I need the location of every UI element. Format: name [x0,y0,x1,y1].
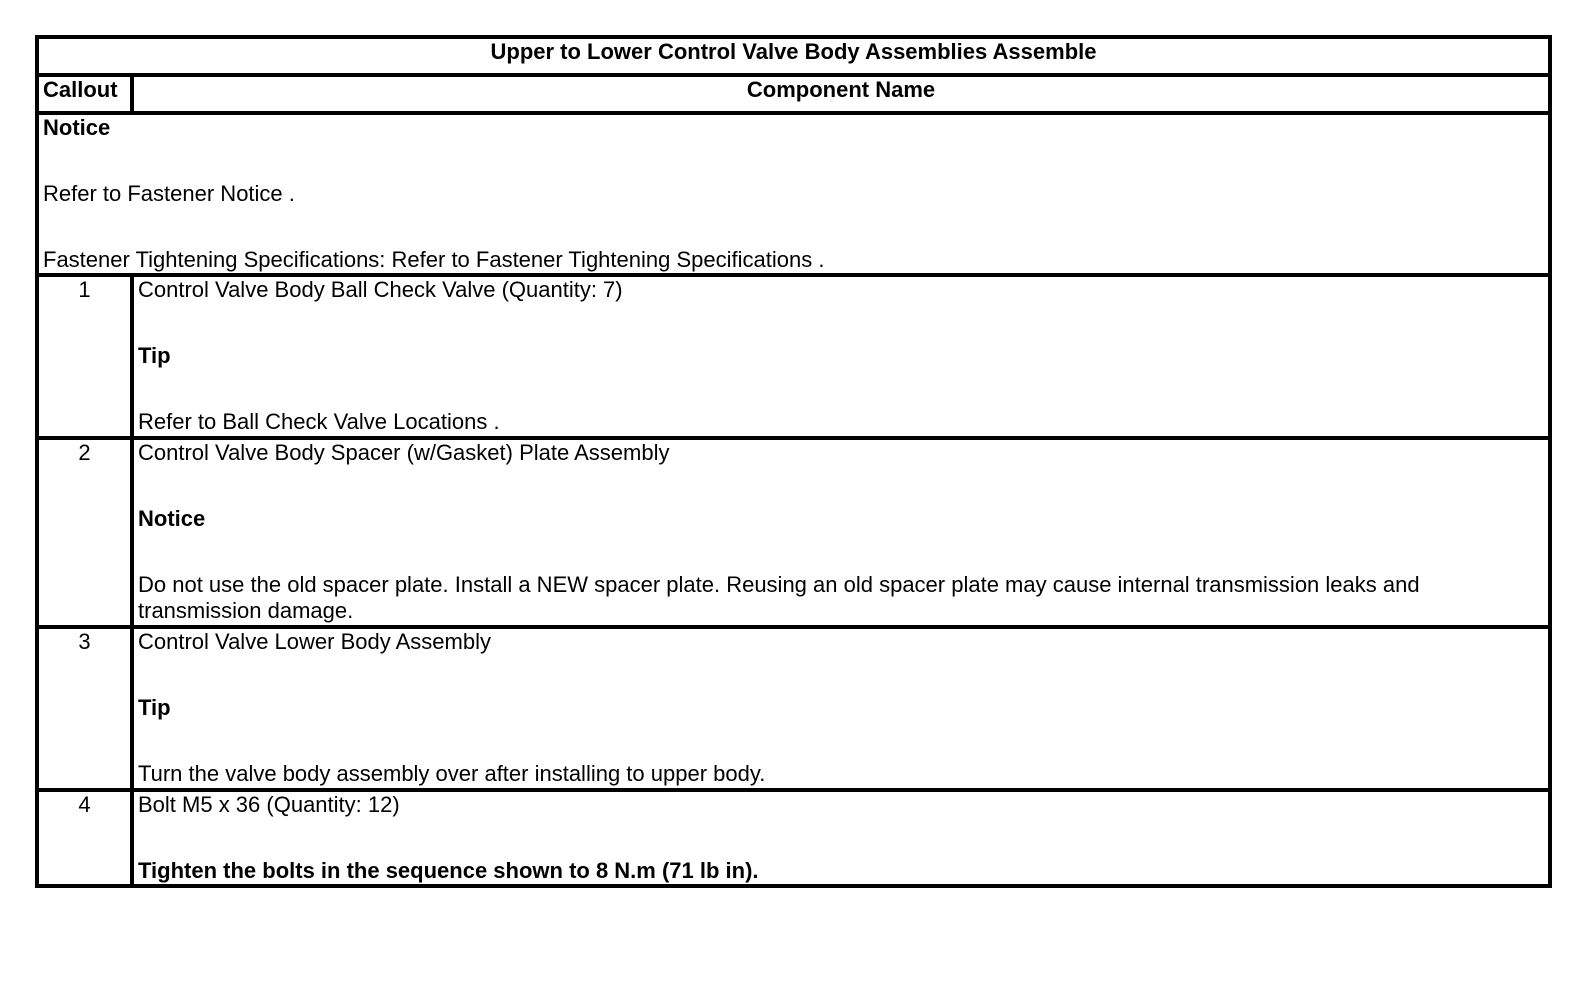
table-title: Upper to Lower Control Valve Body Assemblies Assemble [37,37,1550,75]
table-row [37,627,1550,789]
header-row [37,75,1550,113]
table-row [37,275,1550,437]
component-name-header: Component Name [132,75,1550,113]
notice-text: Do not use the old spacer plate. Install a NEW spacer plate. Reusing an old spacer plate may cause internal transmission leaks and transmission damage. [138,571,1420,624]
callout-number: 2 [37,438,132,627]
table-row [37,790,1550,887]
component-name: Control Valve Body Ball Check Valve (Quantity: 7) [138,277,623,303]
tip-heading: Tip [138,695,171,721]
notice-cell [37,113,1550,275]
callout-number: 3 [37,627,132,789]
torque-instruction: Tighten the bolts in the sequence shown to 8 N.m (71 lb in). [138,857,759,883]
component-name: Control Valve Body Spacer (w/Gasket) Plate Assembly [138,439,670,465]
component-name: Control Valve Lower Body Assembly [138,629,491,655]
component-cell [132,790,1550,887]
notice-fastener-text: Refer to Fastener Notice . [43,180,295,206]
notice-row [37,113,1550,275]
callout-number: 4 [37,790,132,887]
table-row [37,438,1550,627]
title-row [37,37,1550,75]
component-cell [132,438,1550,627]
tip-heading: Tip [138,343,171,369]
tip-text: Refer to Ball Check Valve Locations . [138,409,500,435]
component-cell [132,627,1550,789]
component-table [35,35,1552,888]
notice-heading: Notice [43,115,111,140]
component-name: Bolt M5 x 36 (Quantity: 12) [138,791,400,817]
callout-header: Callout [37,75,132,113]
component-cell [132,275,1550,437]
notice-heading: Notice [138,505,206,531]
tip-text: Turn the valve body assembly over after installing to upper body. [138,760,766,786]
notice-tightening-text: Fastener Tightening Specifications: Refer to Fastener Tightening Specifications . [43,246,825,272]
callout-number: 1 [37,275,132,437]
